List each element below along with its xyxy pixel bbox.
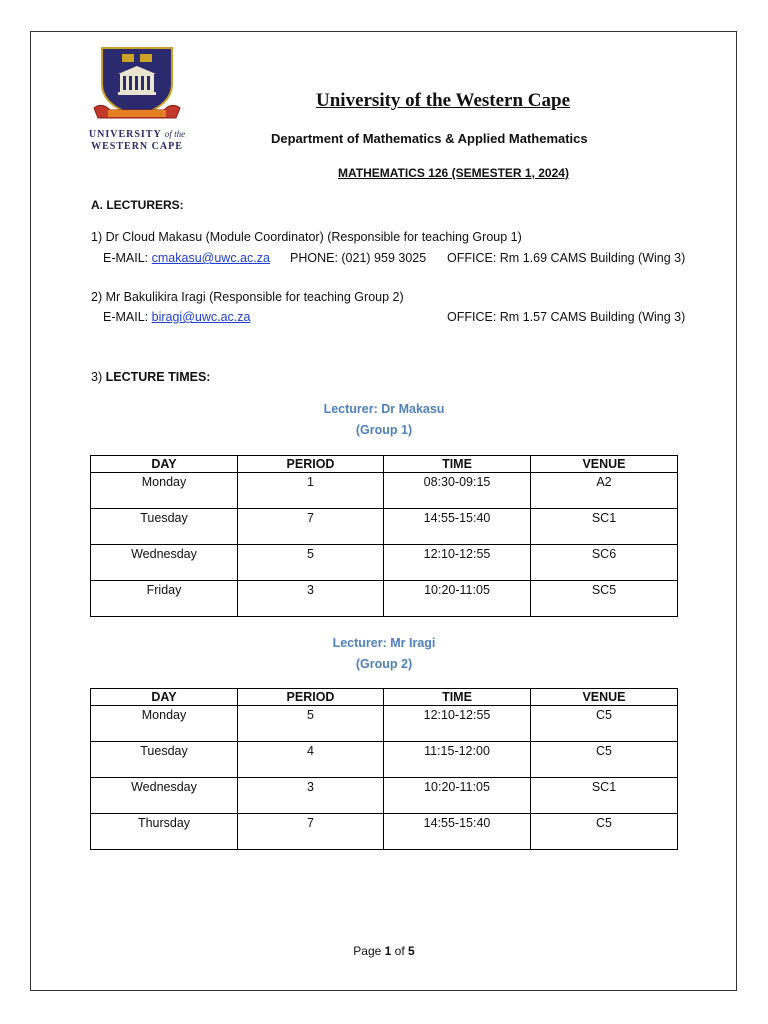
cell-period: 5	[238, 706, 384, 742]
header-period: PERIOD	[238, 689, 384, 706]
cell-venue: C5	[531, 814, 678, 850]
lecturer2-email-row	[103, 310, 250, 324]
cell-day: Tuesday	[91, 509, 238, 545]
cell-period: 1	[238, 473, 384, 509]
cell-period: 4	[238, 742, 384, 778]
cell-time: 10:20-11:05	[384, 778, 531, 814]
footer-page-total: 5	[408, 944, 415, 958]
cell-period: 3	[238, 581, 384, 617]
cell-venue: SC6	[531, 545, 678, 581]
cell-period: 7	[238, 509, 384, 545]
group2-label: (Group 2)	[355, 657, 413, 671]
cell-venue: A2	[531, 473, 678, 509]
cell-venue: SC1	[531, 778, 678, 814]
lecture-times-num: 3)	[91, 370, 103, 384]
group1-label: (Group 1)	[355, 423, 413, 437]
lecturer1-email-link[interactable]: cmakasu@uwc.ac.za	[151, 251, 270, 265]
group2-timetable	[90, 688, 678, 850]
lecture-times-label: LECTURE TIMES:	[105, 370, 211, 384]
header-time: TIME	[384, 689, 531, 706]
university-logo-text	[70, 128, 204, 153]
lecturer2-email-label: E-MAIL:	[103, 310, 149, 324]
header-venue: VENUE	[531, 689, 678, 706]
cell-day: Monday	[91, 473, 238, 509]
cell-day: Wednesday	[91, 778, 238, 814]
header-day: DAY	[91, 689, 238, 706]
lecturer1-email-row	[103, 251, 270, 265]
page-footer	[0, 944, 768, 958]
logo-line1-university: UNIVERSITY	[88, 129, 162, 140]
table-row	[91, 509, 678, 545]
table-row	[91, 545, 678, 581]
cell-time: 11:15-12:00	[384, 742, 531, 778]
cell-venue: SC1	[531, 509, 678, 545]
group1-header-row	[91, 456, 678, 473]
department-name: Department of Mathematics & Applied Mathematics	[271, 131, 588, 146]
footer-of-word: of	[394, 944, 405, 958]
lecturer1-phone: PHONE: (021) 959 3025	[290, 251, 427, 265]
header-period: PERIOD	[238, 456, 384, 473]
lecturers-heading: A. LECTURERS:	[91, 198, 184, 212]
cell-venue: SC5	[531, 581, 678, 617]
header-time: TIME	[384, 456, 531, 473]
cell-time: 10:20-11:05	[384, 581, 531, 617]
group1-timetable	[90, 455, 678, 617]
table-row	[91, 581, 678, 617]
lecturer2-office: OFFICE: Rm 1.57 CAMS Building (Wing 3)	[447, 310, 686, 324]
cell-time: 08:30-09:15	[384, 473, 531, 509]
lecture-times-heading	[91, 370, 210, 384]
header-day: DAY	[91, 456, 238, 473]
lecturer2-email-link[interactable]: biragi@uwc.ac.za	[151, 310, 251, 324]
university-crest-logo	[92, 44, 182, 126]
logo-line2: WESTERN CAPE	[91, 141, 183, 152]
table-row	[91, 706, 678, 742]
table-row	[91, 778, 678, 814]
table-row	[91, 814, 678, 850]
group2-lecturer-heading: Lecturer: Mr Iragi	[332, 636, 436, 650]
cell-time: 12:10-12:55	[384, 545, 531, 581]
table-row	[91, 473, 678, 509]
lecturer1-office: OFFICE: Rm 1.69 CAMS Building (Wing 3)	[447, 251, 686, 265]
lecturer2-name-line: 2) Mr Bakulikira Iragi (Responsible for teaching Group 2)	[91, 290, 404, 304]
cell-time: 14:55-15:40	[384, 814, 531, 850]
cell-day: Thursday	[91, 814, 238, 850]
cell-time: 12:10-12:55	[384, 706, 531, 742]
header-venue: VENUE	[531, 456, 678, 473]
cell-time: 14:55-15:40	[384, 509, 531, 545]
cell-period: 7	[238, 814, 384, 850]
cell-day: Friday	[91, 581, 238, 617]
logo-line1-of-the: of the	[164, 129, 186, 139]
cell-day: Tuesday	[91, 742, 238, 778]
cell-venue: C5	[531, 742, 678, 778]
footer-page-word: Page	[353, 944, 382, 958]
table-row	[91, 742, 678, 778]
lecturer1-name-line: 1) Dr Cloud Makasu (Module Coordinator) (Responsible for teaching Group 1)	[91, 230, 522, 244]
lecturer1-email-label: E-MAIL:	[103, 251, 149, 265]
group1-lecturer-heading: Lecturer: Dr Makasu	[323, 402, 445, 416]
page-title: University of the Western Cape	[316, 90, 571, 111]
cell-venue: C5	[531, 706, 678, 742]
group2-header-row	[91, 689, 678, 706]
cell-day: Monday	[91, 706, 238, 742]
course-title: MATHEMATICS 126 (SEMESTER 1, 2024)	[338, 166, 569, 180]
cell-day: Wednesday	[91, 545, 238, 581]
cell-period: 3	[238, 778, 384, 814]
cell-period: 5	[238, 545, 384, 581]
footer-page-number: 1	[384, 944, 392, 958]
